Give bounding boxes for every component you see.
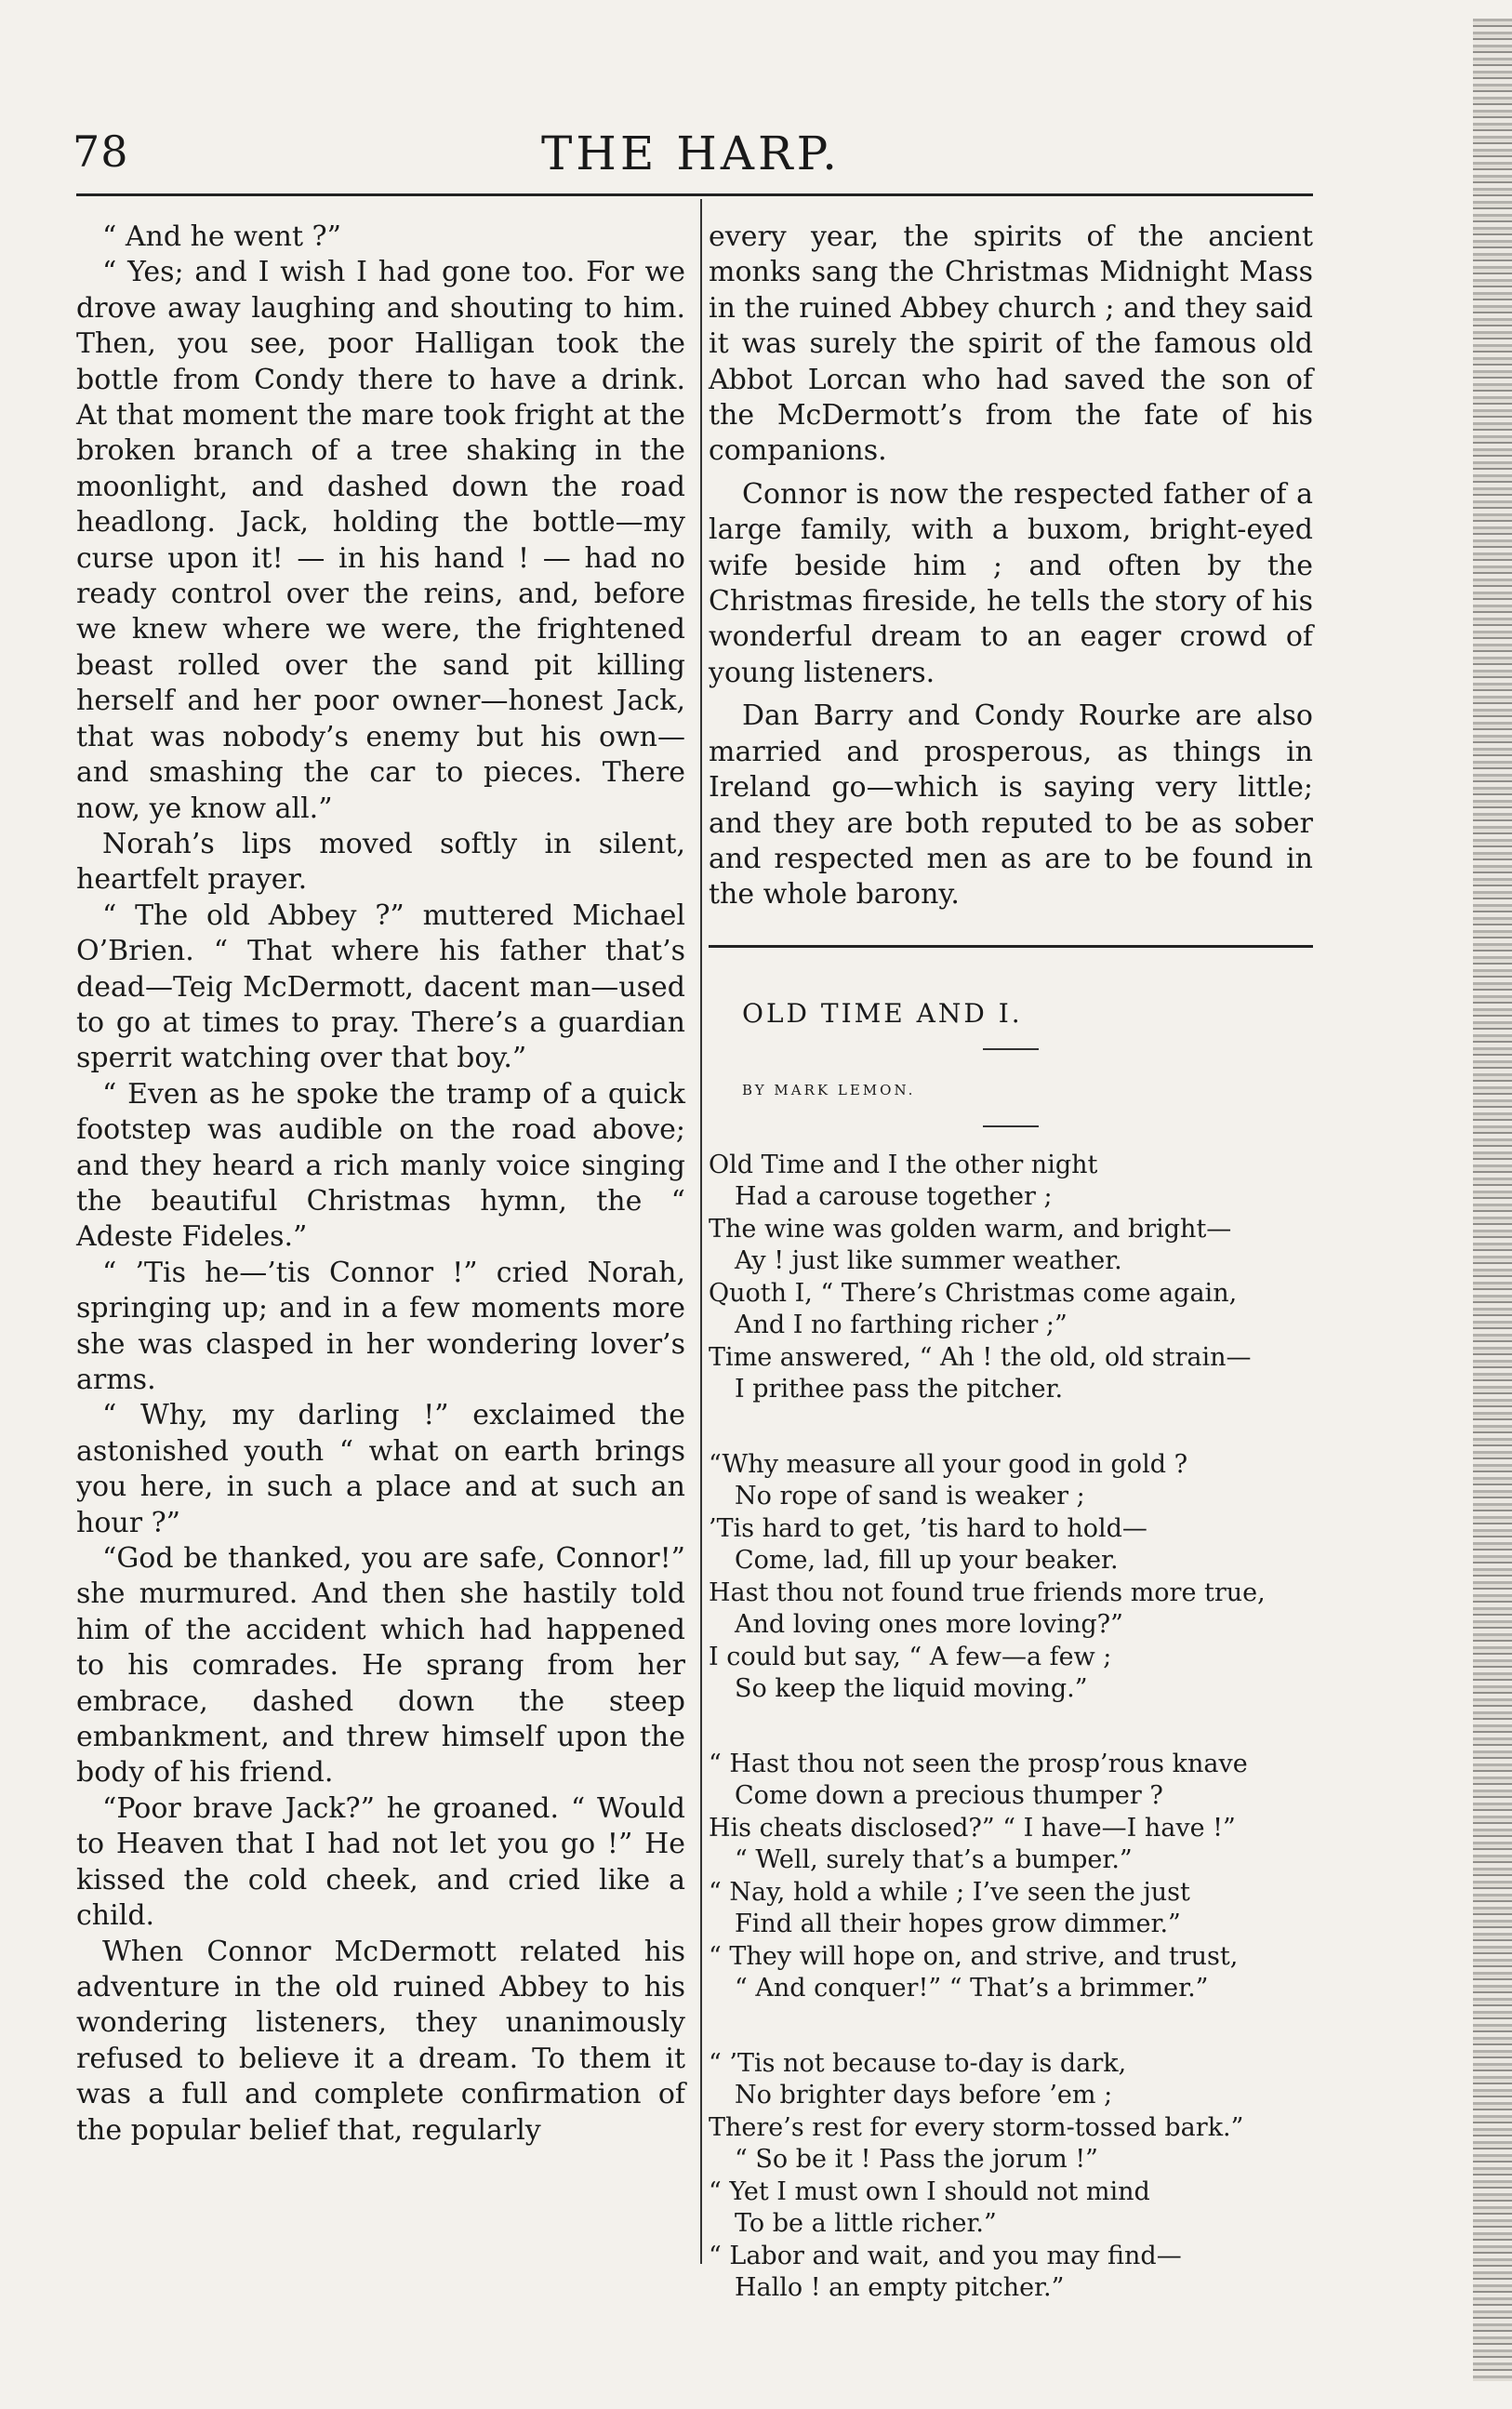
column-divider [700,199,702,2264]
poem-line: So keep the liquid moving.” [735,1674,1088,1704]
paragraph: “God be thanked, you are safe, Connor!” she murmured. And then she hastily told him of the accident which had happened to his comrades. He sprang from her embrace, dashed down the steep embankment, and threw himself upon the body of his friend. [76,1542,685,1790]
poem-line: The wine was golden warm, and bright— [709,1214,1232,1244]
binding-edge [1473,19,1512,2381]
poem-line: Hast thou not found true friends more true, [709,1577,1266,1607]
poem-line: “ Nay, hold a while ; I’ve seen the just [709,1877,1190,1907]
right-column [709,220,1313,2305]
paragraph: “ Even as he spoke the tramp of a quick footstep was audible on the road above; and they heard a rich manly voice singing the beautiful Christmas hymn, the “ Adeste Fideles.” [76,1077,685,1254]
poem-line: “ Yet I must own I should not mind [709,2176,1150,2206]
paragraph: “Poor brave Jack?” he groaned. “ Would to Heaven that I had not let you go !” He kissed the cold cheek, and cried like a child. [76,1791,685,1933]
poem-line: Old Time and I the other night [709,1150,1098,1179]
poem-line: Ay ! just like summer weather. [735,1246,1122,1276]
header-rule [76,193,1313,196]
title-dash [983,1048,1039,1050]
poem-line: There’s rest for every storm-tossed bark.” [709,2112,1244,2142]
poem-line: ’Tis hard to get, ’tis hard to hold— [709,1513,1147,1543]
poem-line: Had a carouse together ; [735,1182,1053,1212]
poem-line: No brighter days before ’em ; [735,2081,1113,2110]
paragraph: “ The old Abbey ?” muttered Michael O’Brien. “ That where his father that’s dead—Teig McDermott, dacent man—used to go at times to pray. There’s a guardian sperrit watching over that boy.” [76,898,685,1075]
poem-line: “ Hast thou not seen the prosp’rous knave [709,1749,1248,1778]
poem-title: OLD TIME AND I. [742,997,1023,1029]
poem-line: His cheats disclosed?” “ I have—I have !” [709,1813,1236,1843]
poem-stanza [709,1150,1313,1406]
poem-line: Come, lad, fill up your beaker. [735,1546,1119,1576]
poem-line: “ They will hope on, and strive, and trust, [709,1941,1239,1971]
poem-line: I prithee pass the pitcher. [735,1375,1064,1404]
poem-stanza [709,1749,1313,2005]
poem-line: To be a little richer.” [735,2209,997,2239]
paragraph: Connor is now the respected father of a large family, with a buxom, bright-eyed wife beside him ; and often by the Christmas fireside, he tells the story of his wonderful dream to an eager crowd of young listeners. [709,477,1313,689]
byline-dash [983,1125,1039,1127]
poem-line: Quoth I, “ There’s Christmas come again, [709,1278,1238,1308]
paragraph: “ Why, my darling !” exclaimed the astonished youth “ what on earth brings you here, in such a place and at such an hour ?” [76,1399,685,1539]
poem-line: “ And conquer!” “ That’s a brimmer.” [735,1974,1209,2003]
paragraph: Dan Barry and Condy Rourke are also married and prosperous, as things in Ireland go—which is saying very little; and they are both reputed to be as sober and respected men as are to be found in the whole barony. [709,699,1313,912]
poem-line: Come down a precious thumper ? [735,1781,1163,1811]
poem-line: I could but say, “ A few—a few ; [709,1642,1112,1671]
paragraph: “ Yes; and I wish I had gone too. For we drove away laughing and shouting to him. Then, you see, poor Halligan took the bottle from Condy there to have a drink. At that moment the mare took fright at the broken branch of a tree shaking in the moonlight, and dashed down the road headlong. Jack, holding the bottle—my curse upon it! — in his hand ! — had no ready control over the reins, and, before we knew where we were, the frightened beast rolled over the sand pit killing herself and her poor owner—honest Jack, that was nobody’s enemy but his own—and smashing the car to pieces. There now, ye know all.” [76,256,685,825]
poem-line: Find all their hopes grow dimmer.” [735,1910,1181,1939]
paragraph: Norah’s lips moved softly in silent, heartfelt prayer. [76,827,685,897]
poem-line: “ So be it ! Pass the jorum !” [735,2145,1098,2175]
paragraph-continuation: every year, the spirits of the ancient monks sang the Christmas Midnight Mass in the ruined Abbey church ; and they said it was surely the spirit of the famous old Abbot Lorcan who had saved the son of the McDermott’s from the fate of his companions. [709,220,1313,468]
left-column [76,220,685,2149]
paragraph: “ And he went ?” [102,220,341,253]
paragraph: When Connor McDermott related his adventure in the old ruined Abbey to his wondering listeners, they unanimously refused to believe it a dream. To them it was a full and complete confirmation of the popular belief that, regularly [76,1935,685,2147]
poem-line: “ Labor and wait, and you may find— [709,2241,1182,2270]
poem-line: And loving ones more loving?” [735,1610,1123,1640]
poem-line: No rope of sand is weaker ; [735,1482,1085,1511]
poem-line: Hallo ! an empty pitcher.” [735,2273,1065,2303]
page-number: 78 [73,126,129,177]
poem-line: “ Well, surely that’s a bumper.” [735,1845,1133,1875]
section-rule [709,945,1313,948]
poem-stanza [709,2048,1313,2305]
poem-line: “Why measure all your good in gold ? [709,1449,1188,1479]
paragraph: “ ’Tis he—’tis Connor !” cried Norah, springing up; and in a few moments more she was clasped in her wondering lover’s arms. [76,1256,685,1396]
poem-line: Time answered, “ Ah ! the old, old strain— [709,1342,1252,1372]
poem-byline: BY MARK LEMON. [742,1082,916,1099]
page-header [73,126,1309,192]
poem-line: And I no farthing richer ;” [735,1311,1068,1340]
poem-stanza [709,1449,1313,1706]
poem-line: “ ’Tis not because to-day is dark, [709,2048,1127,2078]
running-title: THE HARP. [540,126,842,180]
